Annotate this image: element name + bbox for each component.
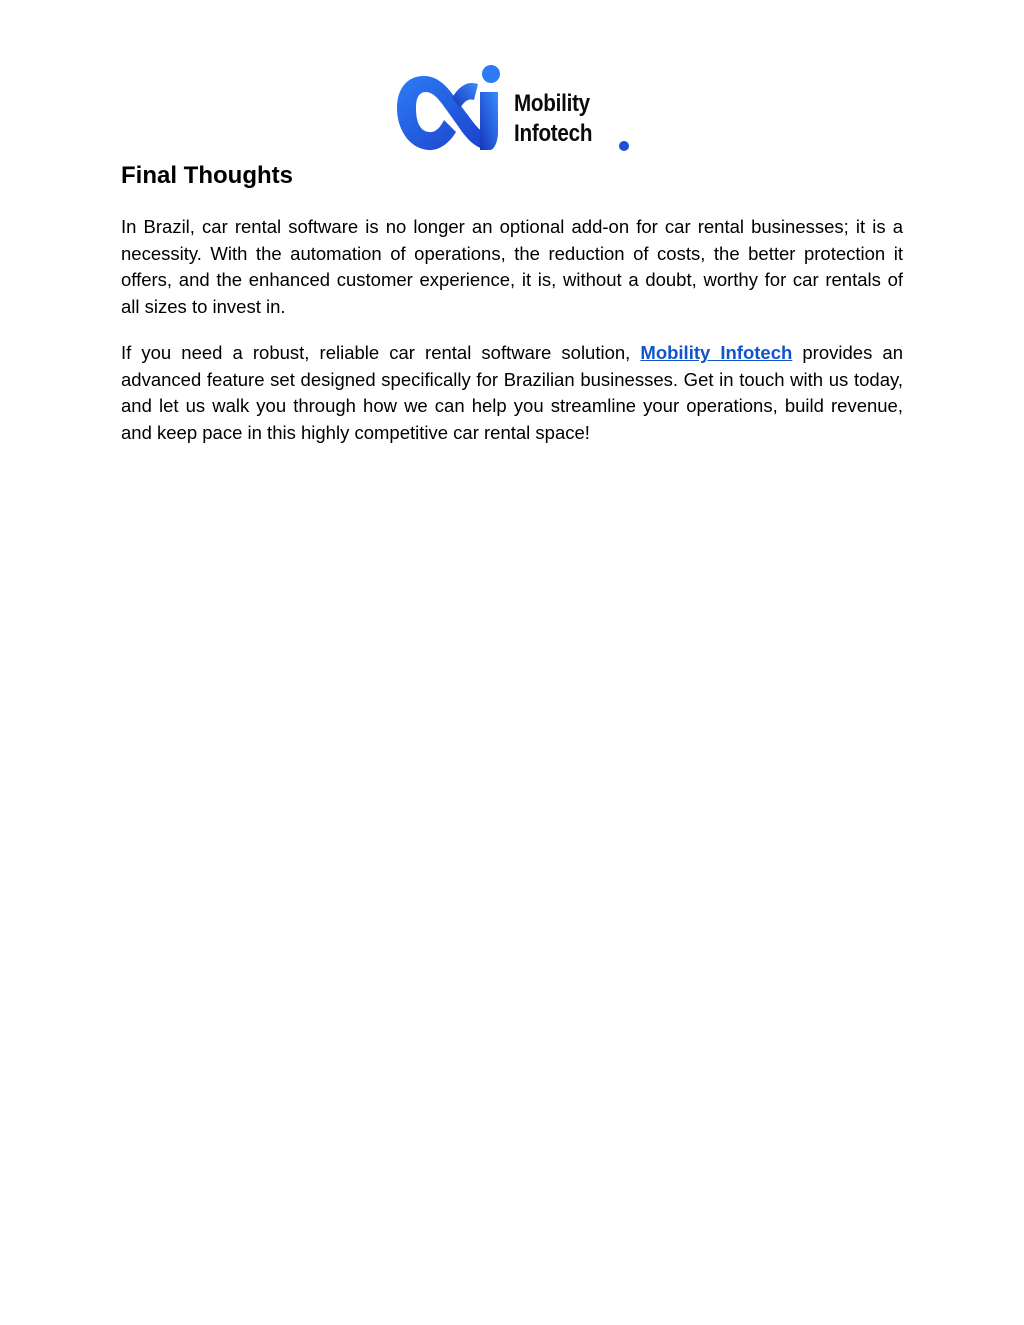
logo-wordmark: [514, 89, 592, 149]
paragraph-intro: In Brazil, car rental software is no longer an optional add-on for car rental businesses; it is a necessity. With the automation of operations, the reduction of costs, the better protection it offers, and the enhanced customer experience, it is, without a doubt, worthy for car rentals of all sizes to invest in.: [121, 216, 903, 317]
logo-name-line2: Infotech: [514, 120, 593, 147]
paragraph-cta-after-link: provides an advanced feature set designed specifically for Brazilian businesses. Get in touch with us today, and let us walk you through how we can help you streamline your operations, build revenue, and keep pace in this highly competitive car rental space!: [121, 342, 903, 443]
mobility-infotech-link[interactable]: Mobility Infotech: [640, 342, 793, 363]
mobility-infotech-logo-icon: [394, 62, 510, 156]
paragraph-cta-before-link: If you need a robust, reliable car rental software solution,: [121, 342, 641, 363]
paragraph-cta: [121, 340, 903, 446]
logo-name-line1: Mobility: [514, 90, 590, 117]
company-logo: [394, 62, 634, 156]
section-heading: Final Thoughts: [121, 162, 293, 189]
logo-dot-icon: [619, 141, 629, 151]
